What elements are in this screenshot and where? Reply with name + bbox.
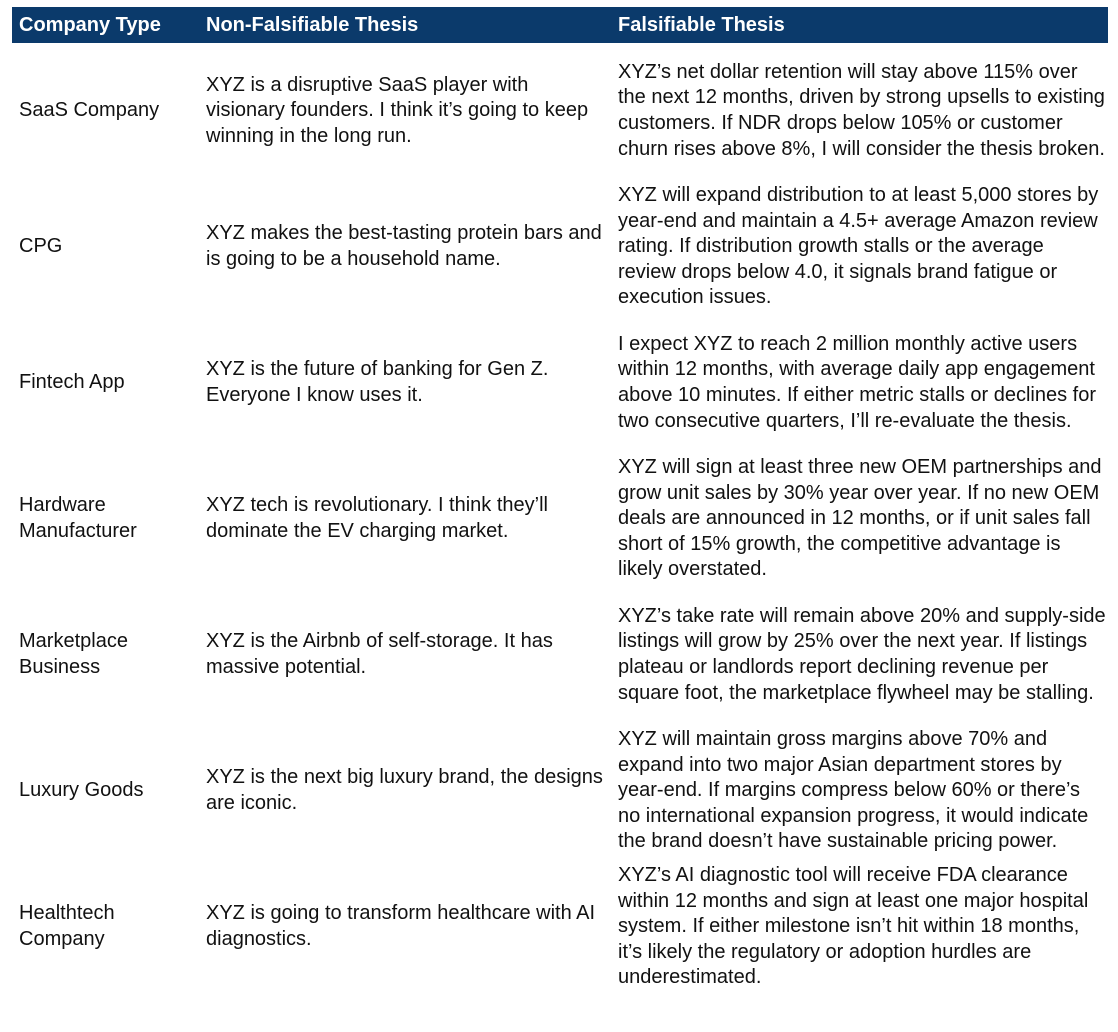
falsifiable-thesis-cell: XYZ’s AI diagnostic tool will receive FDA clearance within 12 months and sign at least one major hospital system. If either milestone isn’t hit within 18 months, it’s likely the regulatory or adoption hurdles are underestimated. bbox=[618, 864, 1089, 989]
table-row bbox=[12, 315, 1108, 451]
company-type-cell: Hardware Manufacturer bbox=[19, 494, 137, 542]
non-falsifiable-thesis-cell: XYZ makes the best-tasting protein bars and is going to be a household name. bbox=[206, 222, 602, 270]
non-falsifiable-thesis-cell: XYZ is the Airbnb of self-storage. It has massive potential. bbox=[206, 630, 553, 678]
company-type-cell: Fintech App bbox=[19, 371, 125, 394]
company-type-cell: SaaS Company bbox=[19, 99, 160, 122]
company-type-cell: Healthtech Company bbox=[19, 902, 115, 950]
thesis-comparison-table bbox=[12, 7, 1108, 995]
table-row bbox=[12, 587, 1108, 723]
falsifiable-thesis-cell: XYZ will expand distribution to at least 5,000 stores by year-end and maintain a 4.5+ average Amazon review rating. If distribution growth stalls or the average review drops below 4.0, it signals brand fatigue or execution issues. bbox=[618, 184, 1099, 309]
table-body bbox=[12, 43, 1108, 995]
table-row bbox=[12, 723, 1108, 859]
company-type-cell: Luxury Goods bbox=[19, 779, 144, 802]
table-row bbox=[12, 451, 1108, 587]
company-type-cell: Marketplace Business bbox=[19, 630, 128, 678]
non-falsifiable-thesis-cell: XYZ is going to transform healthcare with AI diagnostics. bbox=[206, 902, 596, 950]
non-falsifiable-thesis-cell: XYZ is a disruptive SaaS player with visionary founders. I think it’s going to keep winning in the long run. bbox=[206, 73, 589, 147]
company-type-cell: CPG bbox=[19, 235, 63, 258]
header-row bbox=[12, 7, 1108, 43]
table-header bbox=[12, 7, 1108, 43]
header-non-falsifiable-thesis: Non-Falsifiable Thesis bbox=[206, 14, 419, 36]
falsifiable-thesis-cell: XYZ’s take rate will remain above 20% and supply-side listings will grow by 25% over the next year. If listings plateau or landlords report declining revenue per square foot, the marketplace flywheel may be stalling. bbox=[618, 604, 1106, 704]
table-row bbox=[12, 859, 1108, 995]
header-falsifiable-thesis: Falsifiable Thesis bbox=[618, 14, 785, 36]
falsifiable-thesis-cell: XYZ will maintain gross margins above 70% and expand into two major Asian department stores by year-end. If margins compress below 60% or there’s no international expansion progress, it would indicate the brand doesn’t have sustainable pricing power. bbox=[618, 728, 1089, 853]
falsifiable-thesis-cell: I expect XYZ to reach 2 million monthly active users within 12 months, with average daily app engagement above 10 minutes. If either metric stalls or declines for two consecutive quarters, I’ll re-evaluate the thesis. bbox=[618, 332, 1096, 432]
non-falsifiable-thesis-cell: XYZ is the next big luxury brand, the designs are iconic. bbox=[206, 766, 603, 814]
non-falsifiable-thesis-cell: XYZ tech is revolutionary. I think they’ll dominate the EV charging market. bbox=[206, 494, 548, 542]
table-row bbox=[12, 43, 1108, 179]
non-falsifiable-thesis-cell: XYZ is the future of banking for Gen Z. Everyone I know uses it. bbox=[206, 358, 549, 406]
table-row bbox=[12, 179, 1108, 315]
falsifiable-thesis-cell: XYZ’s net dollar retention will stay above 115% over the next 12 months, driven by strong upsells to existing customers. If NDR drops below 105% or customer churn rises above 8%, I will consider the thesis broken. bbox=[618, 60, 1105, 160]
falsifiable-thesis-cell: XYZ will sign at least three new OEM partnerships and grow unit sales by 30% year over year. If no new OEM deals are announced in 12 months, or if unit sales fall short of 15% growth, the competitive advantage is likely overstated. bbox=[618, 456, 1102, 581]
header-company-type: Company Type bbox=[19, 14, 161, 36]
